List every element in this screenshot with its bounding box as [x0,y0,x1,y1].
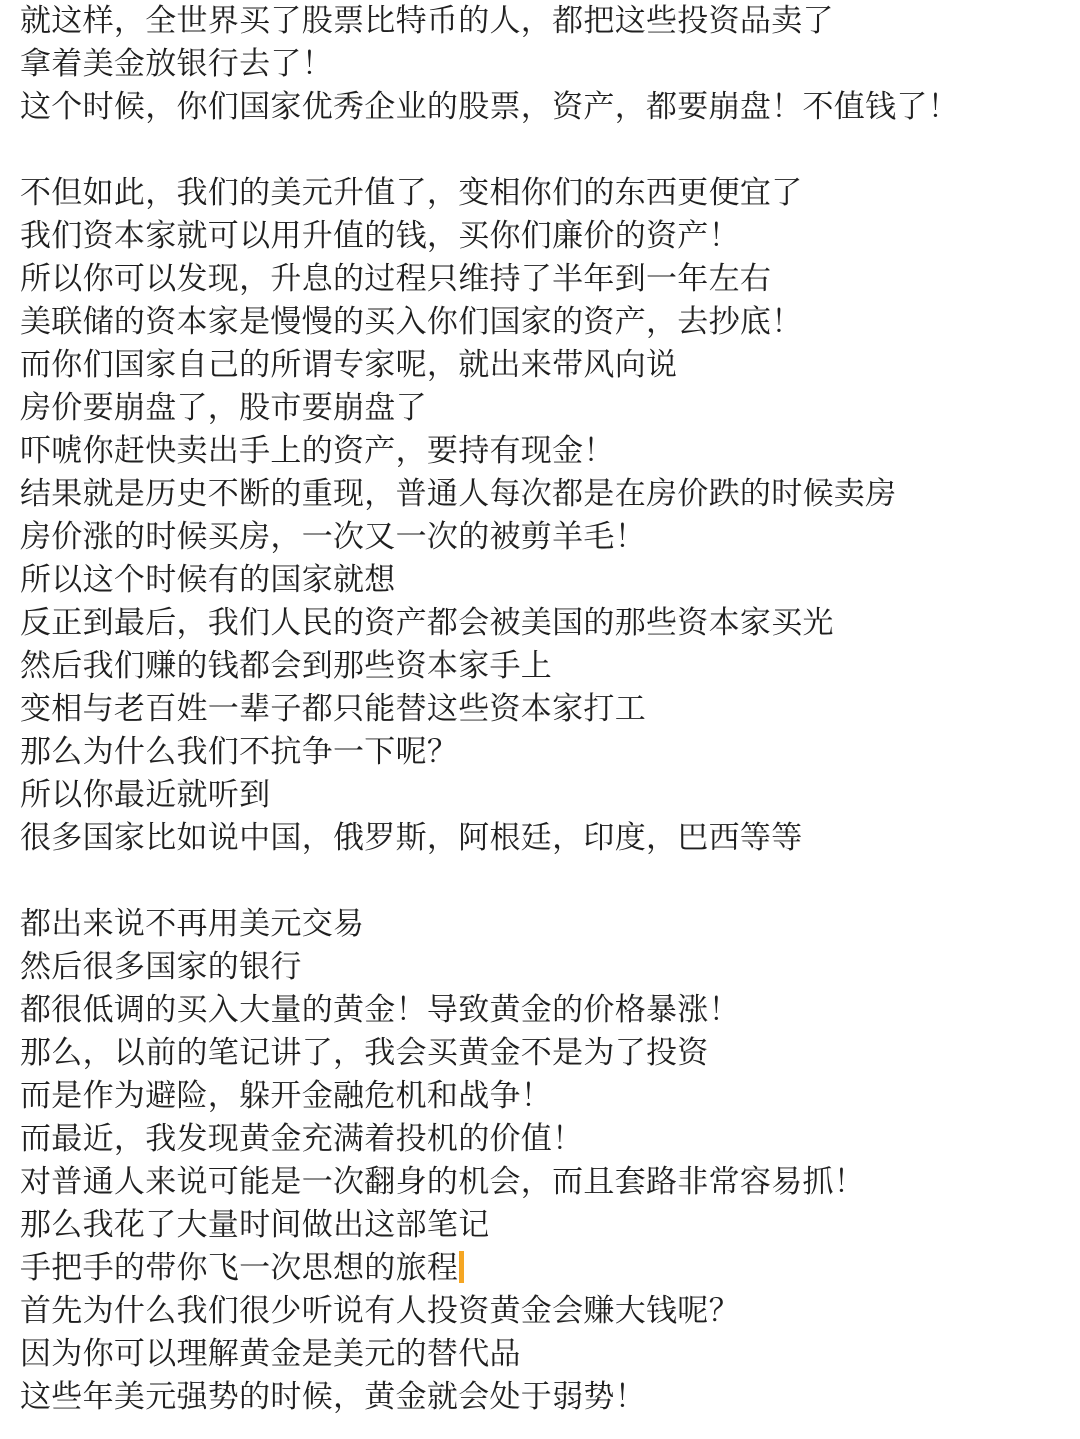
text-line: 所以你最近就听到 [20,777,271,813]
text-line: 所以你可以发现，升息的过程只维持了半年到一年左右 [20,261,772,297]
text-line: 而最近，我发现黄金充满着投机的价值！ [20,1121,584,1157]
text-line: 就这样，全世界买了股票比特币的人，都把这些投资品卖了 [20,3,834,39]
text-line: 所以这个时候有的国家就想 [20,562,396,598]
text-line: 我们资本家就可以用升值的钱，买你们廉价的资产！ [20,218,740,254]
text-line: 结果就是历史不断的重现，普通人每次都是在房价跌的时候卖房 [20,476,897,512]
text-line: 然后很多国家的银行 [20,949,302,985]
text-line: 很多国家比如说中国，俄罗斯，阿根廷，印度，巴西等等 [20,820,803,856]
text-line: 吓唬你赶快卖出手上的资产，要持有现金！ [20,433,615,469]
text-line: 反正到最后，我们人民的资产都会被美国的那些资本家买光 [20,605,834,641]
text-line-content: 手把手的带你飞一次思想的旅程 [20,1250,459,1286]
text-line: 房价涨的时候买房，一次又一次的被剪羊毛！ [20,519,646,555]
text-line: 都出来说不再用美元交易 [20,906,365,942]
text-line: 因为你可以理解黄金是美元的替代品 [20,1336,521,1372]
text-line-with-cursor [20,1247,1070,1290]
text-line: 这些年美元强势的时候，黄金就会处于弱势！ [20,1379,646,1415]
text-line: 然后我们赚的钱都会到那些资本家手上 [20,648,553,684]
text-line: 美联储的资本家是慢慢的买入你们国家的资产，去抄底！ [20,304,803,340]
text-line: 这个时候，你们国家优秀企业的股票，资产，都要崩盘！不值钱了！ [20,89,959,125]
text-line: 房价要崩盘了，股市要崩盘了 [20,390,427,426]
text-line: 变相与老百姓一辈子都只能替这些资本家打工 [20,691,646,727]
text-line: 对普通人来说可能是一次翻身的机会，而且套路非常容易抓！ [20,1164,866,1200]
blank-line [20,129,1070,172]
text-line: 而是作为避险，躲开金融危机和战争！ [20,1078,553,1114]
blank-line [20,860,1070,903]
note-text-body[interactable] [20,0,1070,1419]
text-line: 都很低调的买入大量的黄金！导致黄金的价格暴涨！ [20,992,740,1028]
text-line: 那么为什么我们不抗争一下呢？ [20,734,459,770]
text-line: 那么，以前的笔记讲了，我会买黄金不是为了投资 [20,1035,709,1071]
text-line: 那么我花了大量时间做出这部笔记 [20,1207,490,1243]
text-line: 不但如此，我们的美元升值了，变相你们的东西更便宜了 [20,175,803,211]
text-cursor [459,1251,464,1283]
text-line: 拿着美金放银行去了！ [20,46,333,82]
text-line: 首先为什么我们很少听说有人投资黄金会赚大钱呢？ [20,1293,740,1329]
text-line: 而你们国家自己的所谓专家呢，就出来带风向说 [20,347,678,383]
